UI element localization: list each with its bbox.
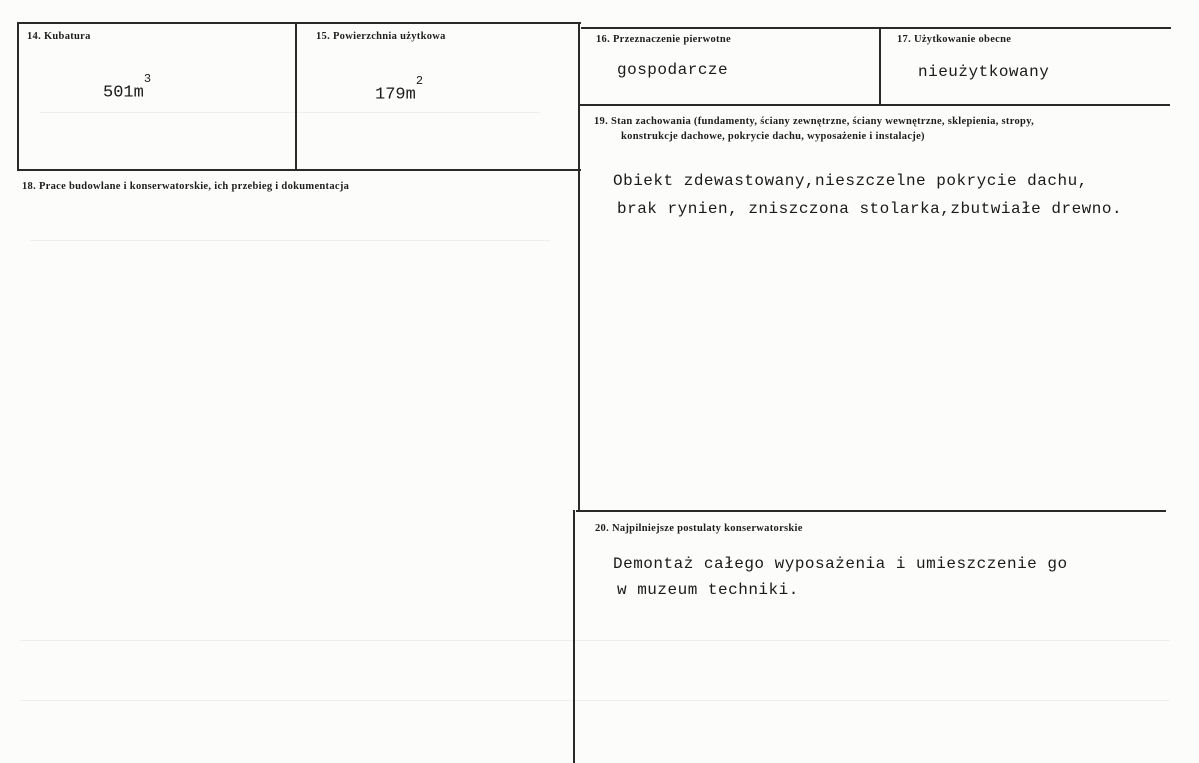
rule-above-20 — [576, 510, 1166, 512]
divider-main-lower — [573, 510, 575, 763]
divider-16-17 — [879, 27, 881, 105]
field-15-label: 15. Powierzchnia użytkowa — [316, 31, 446, 42]
area-exponent: 2 — [415, 74, 424, 88]
scan-smudge — [20, 640, 1170, 641]
rule-below-14-15 — [17, 169, 581, 171]
field-14-label: 14. Kubatura — [27, 31, 91, 42]
field-15-value — [375, 74, 424, 105]
field-19-label-line2: konstrukcje dachowe, pokrycie dachu, wyposażenie i instalacje) — [621, 131, 925, 142]
scan-smudge — [20, 700, 1170, 701]
top-rule-right — [581, 27, 1171, 29]
field-18-label: 18. Prace budowlane i konserwatorskie, ich przebieg i dokumentacja — [22, 181, 350, 192]
cubature-exponent: 3 — [143, 72, 152, 86]
cubature-value: 501m — [103, 83, 144, 103]
scan-smudge — [40, 112, 540, 113]
field-19-text-line1: Obiekt zdewastowany,nieszczelne pokrycie dachu, — [613, 172, 1088, 190]
area-value: 179m — [375, 85, 416, 105]
field-17-value: nieużytkowany — [918, 63, 1050, 81]
left-border — [17, 22, 19, 170]
rule-below-16-17 — [578, 104, 1170, 106]
field-20-text-line1: Demontaż całego wyposażenia i umieszczenie go — [613, 555, 1068, 573]
field-19-label-line1: 19. Stan zachowania (fundamenty, ściany zewnętrzne, ściany wewnętrzne, sklepienia, stropy, — [594, 116, 1035, 127]
field-19-text-line2: brak rynien, zniszczona stolarka,zbutwiałe drewno. — [617, 200, 1123, 218]
divider-14-15 — [295, 22, 297, 170]
field-17-label: 17. Użytkowanie obecne — [897, 34, 1012, 45]
field-16-label: 16. Przeznaczenie pierwotne — [596, 34, 731, 45]
field-20-text-line2: w muzeum techniki. — [617, 581, 799, 599]
field-16-value: gospodarcze — [617, 61, 729, 79]
field-14-value — [103, 72, 152, 103]
scan-smudge — [30, 240, 550, 241]
top-rule-left — [17, 22, 581, 24]
divider-main-upper — [578, 22, 580, 512]
field-20-label: 20. Najpilniejsze postulaty konserwatorskie — [595, 523, 803, 534]
